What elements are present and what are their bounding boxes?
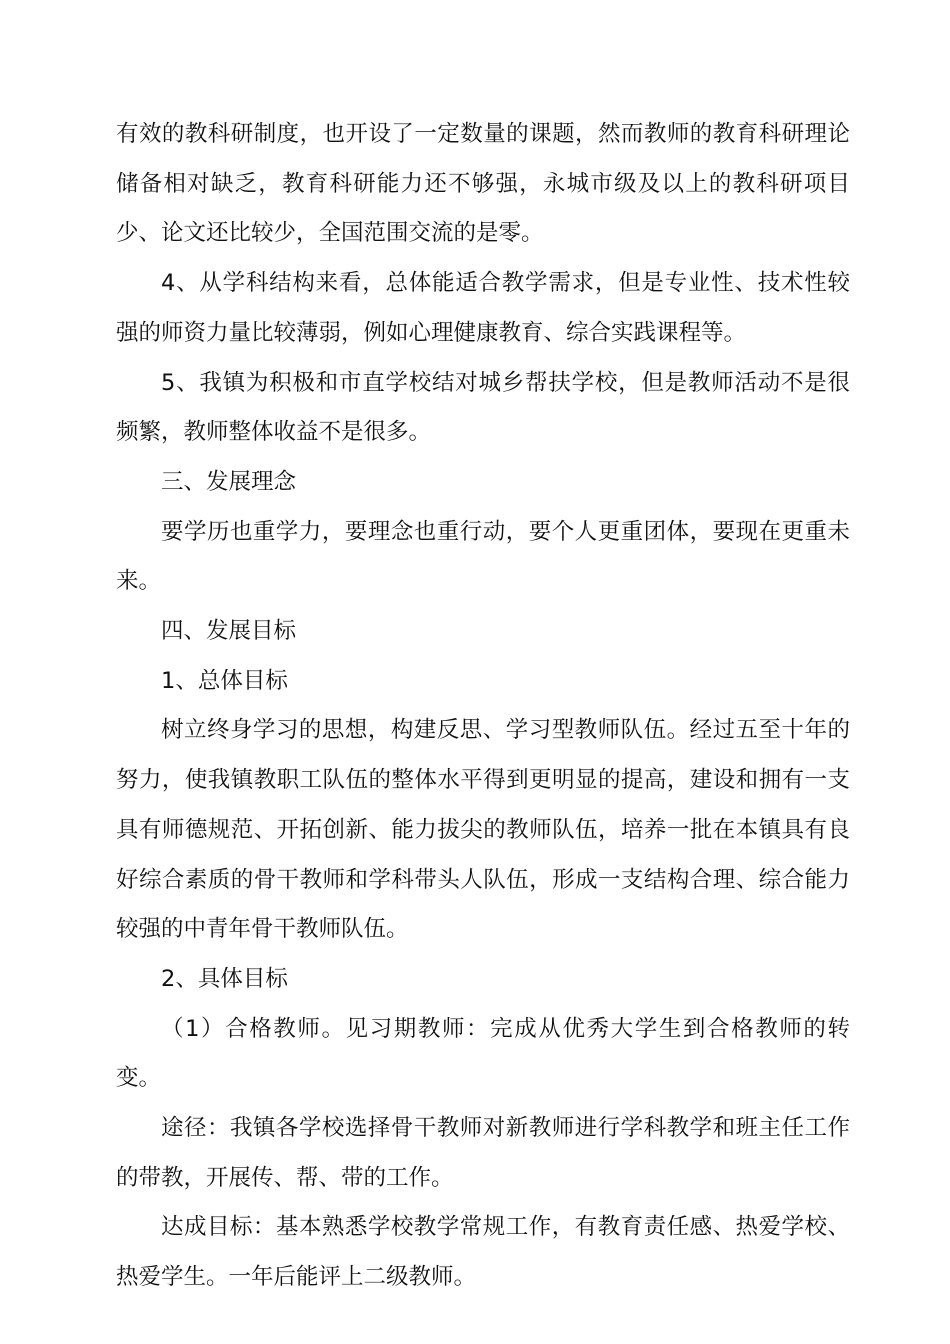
heading-development-goals: 四、发展目标 (161, 618, 297, 645)
paragraph-school-pairing: 5、我镇为积极和市直学校结对城乡帮扶学校，但是教师活动不是很频繁，教师整体收益不是很多。 (116, 369, 850, 446)
paragraph-overall-goal: 树立终身学习的思想，构建反思、学习型教师队伍。经过五至十年的努力，使我镇教职工队伍的整体水平得到更明显的提高，建设和拥有一支具有师德规范、开拓创新、能力拔尖的教师队伍，培养一批在本镇具有良好综合素质的骨干教师和学科带头人队伍，形成一支结构合理、综合能力较强的中青年骨干教师队伍。 (116, 717, 850, 943)
paragraph-subject-structure: 4、从学科结构来看，总体能适合教学需求，但是专业性、技术性较强的师资力量比较薄弱，例如心理健康教育、综合实践课程等。 (116, 270, 850, 346)
paragraph-philosophy: 要学历也重学力，要理念也重行动，要个人更重团体，要现在更重未来。 (116, 518, 850, 595)
paragraph-approach: 途径：我镇各学校选择骨干教师对新教师进行学科教学和班主任工作的带教，开展传、帮、带的工作。 (116, 1115, 850, 1191)
heading-overall-goal: 1、总体目标 (161, 667, 288, 694)
heading-specific-goals: 2、具体目标 (161, 965, 288, 992)
paragraph-target: 达成目标：基本熟悉学校教学常规工作，有教育责任感、热爱学校、热爱学生。一年后能评上二级教师。 (116, 1214, 850, 1291)
heading-development-philosophy: 三、发展理念 (161, 468, 297, 495)
document-body (116, 110, 850, 1303)
paragraph-qualified-teacher: （1）合格教师。见习期教师：完成从优秀大学生到合格教师的转变。 (116, 1015, 850, 1092)
paragraph-research-status: 有效的教科研制度，也开设了一定数量的课题，然而教师的教育科研理论储备相对缺乏，教育科研能力还不够强，永城市级及以上的教科研项目少、论文还比较少，全国范围交流的是零。 (116, 121, 850, 247)
